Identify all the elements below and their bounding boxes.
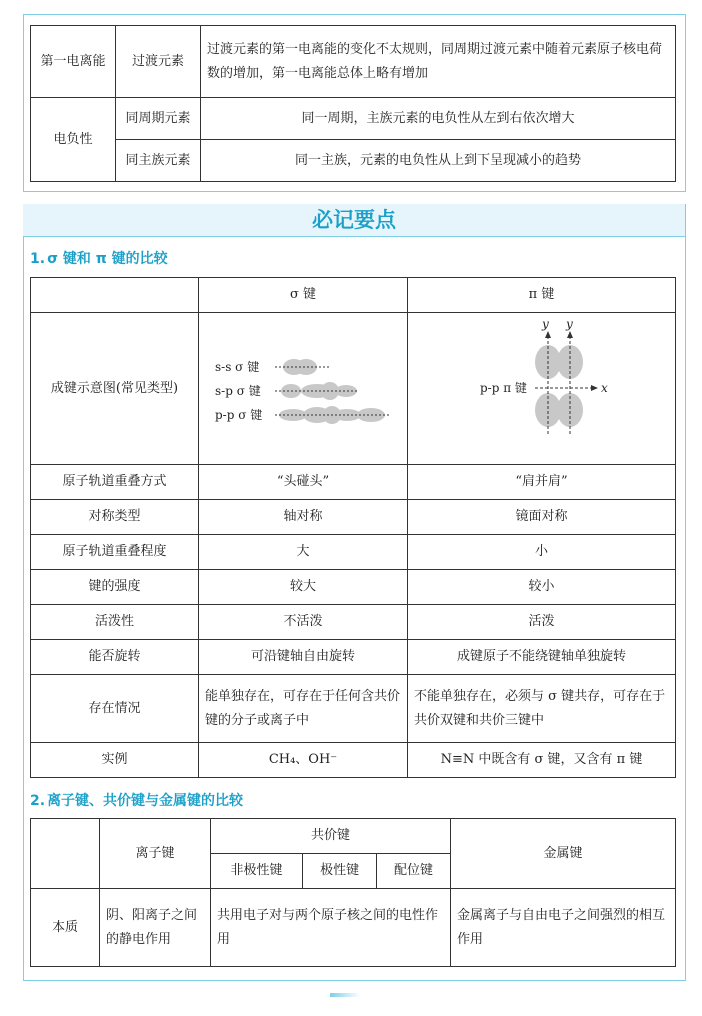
bond-comparison-table [30,818,676,967]
sigma-pi-table [30,277,676,778]
diagram-row-label: 成键示意图(常见类型) [31,313,199,465]
header-metallic: 金属键 [451,819,676,889]
row-overlap-mode-pi: “肩并肩” [408,465,676,500]
row-rotation-pi: 成键原子不能绕键轴单独旋转 [408,640,676,675]
axis-y-label-1: y [542,316,549,331]
row-example-pi: N≡N 中既含有 σ 键，又含有 π 键 [408,743,676,778]
row-symmetry-label: 对称类型 [31,500,199,535]
row-strength-pi: 较小 [408,570,676,605]
row-activity-sigma: 不活泼 [199,605,408,640]
section1-title-text: σ 键和 π 键的比较 [47,251,168,267]
electronegativity-label: 电负性 [31,98,116,182]
row-overlap-degree-label: 原子轨道重叠程度 [31,535,199,570]
axis-x-label: x [601,380,608,395]
row-overlap-mode-label: 原子轨道重叠方式 [31,465,199,500]
row-existence-pi: 不能单独存在，必须与 σ 键共存，可存在于共价双键和共价三键中 [408,675,676,743]
axis-y-label-2: y [566,316,573,331]
same-group-desc: 同一主族，元素的电负性从上到下呈现减小的趋势 [201,140,676,182]
same-period-desc: 同一周期，主族元素的电负性从左到右依次增大 [201,98,676,140]
same-group-label: 同主族元素 [116,140,201,182]
row-existence-label: 存在情况 [31,675,199,743]
sub-coordinate: 配位键 [377,854,451,889]
transition-element-label: 过渡元素 [116,26,201,98]
banner-title: 必记要点 [312,208,396,232]
row-overlap-degree-sigma: 大 [199,535,408,570]
header-ionic: 离子键 [100,819,211,889]
nature-covalent: 共用电子对与两个原子核之间的电性作用 [211,889,451,967]
header-covalent: 共价键 [211,819,451,854]
sigma-diagram-cell [199,313,408,465]
row-existence-sigma: 能单独存在，可存在于任何含共价键的分子或离子中 [199,675,408,743]
row-overlap-mode-sigma: “头碰头” [199,465,408,500]
bottom-decoration [330,993,360,997]
transition-element-desc: 过渡元素的第一电离能的变化不太规则，同周期过渡元素中随着元素原子核电荷数的增加，第一电离能总体上略有增加 [201,26,676,98]
row-strength-sigma: 较大 [199,570,408,605]
row-activity-label: 活泼性 [31,605,199,640]
row-rotation-label: 能否旋转 [31,640,199,675]
pi-orbitals [535,345,583,427]
banner [23,204,685,237]
row-overlap-degree-pi: 小 [408,535,676,570]
row-nature-label: 本质 [31,889,100,967]
row-example-sigma: CH₄、OH⁻ [199,743,408,778]
sigma-sp-label: s-p σ 键 [215,383,261,398]
row-symmetry-sigma: 轴对称 [199,500,408,535]
pi-pp-label: p-p π 键 [480,380,527,395]
corner-empty [31,819,100,889]
row-strength-label: 键的强度 [31,570,199,605]
pi-diagram-cell [408,313,676,465]
nature-metallic: 金属离子与自由电子之间强烈的相互作用 [451,889,676,967]
pi-diagram [408,314,675,464]
same-period-label: 同周期元素 [116,98,201,140]
section2-num: 2. [30,793,46,809]
sigma-pp-label: p-p σ 键 [215,407,263,422]
first-ionization-label: 第一电离能 [31,26,116,98]
header-pi: π 键 [408,278,676,313]
row-example-label: 实例 [31,743,199,778]
row-activity-pi: 活泼 [408,605,676,640]
top-table [30,25,676,182]
sub-nonpolar: 非极性键 [211,854,303,889]
nature-ionic: 阴、阳离子之间的静电作用 [100,889,211,967]
section2-title [30,790,245,810]
section1-title [30,248,170,268]
sigma-ss-label: s-s σ 键 [215,359,260,374]
row-rotation-sigma: 可沿键轴自由旋转 [199,640,408,675]
sigma-diagram [199,314,407,464]
section2-title-text: 离子键、共价键与金属键的比较 [47,793,244,809]
sub-polar: 极性键 [303,854,377,889]
row-symmetry-pi: 镜面对称 [408,500,676,535]
header-empty [31,278,199,313]
header-sigma: σ 键 [199,278,408,313]
section1-num: 1. [30,251,46,267]
